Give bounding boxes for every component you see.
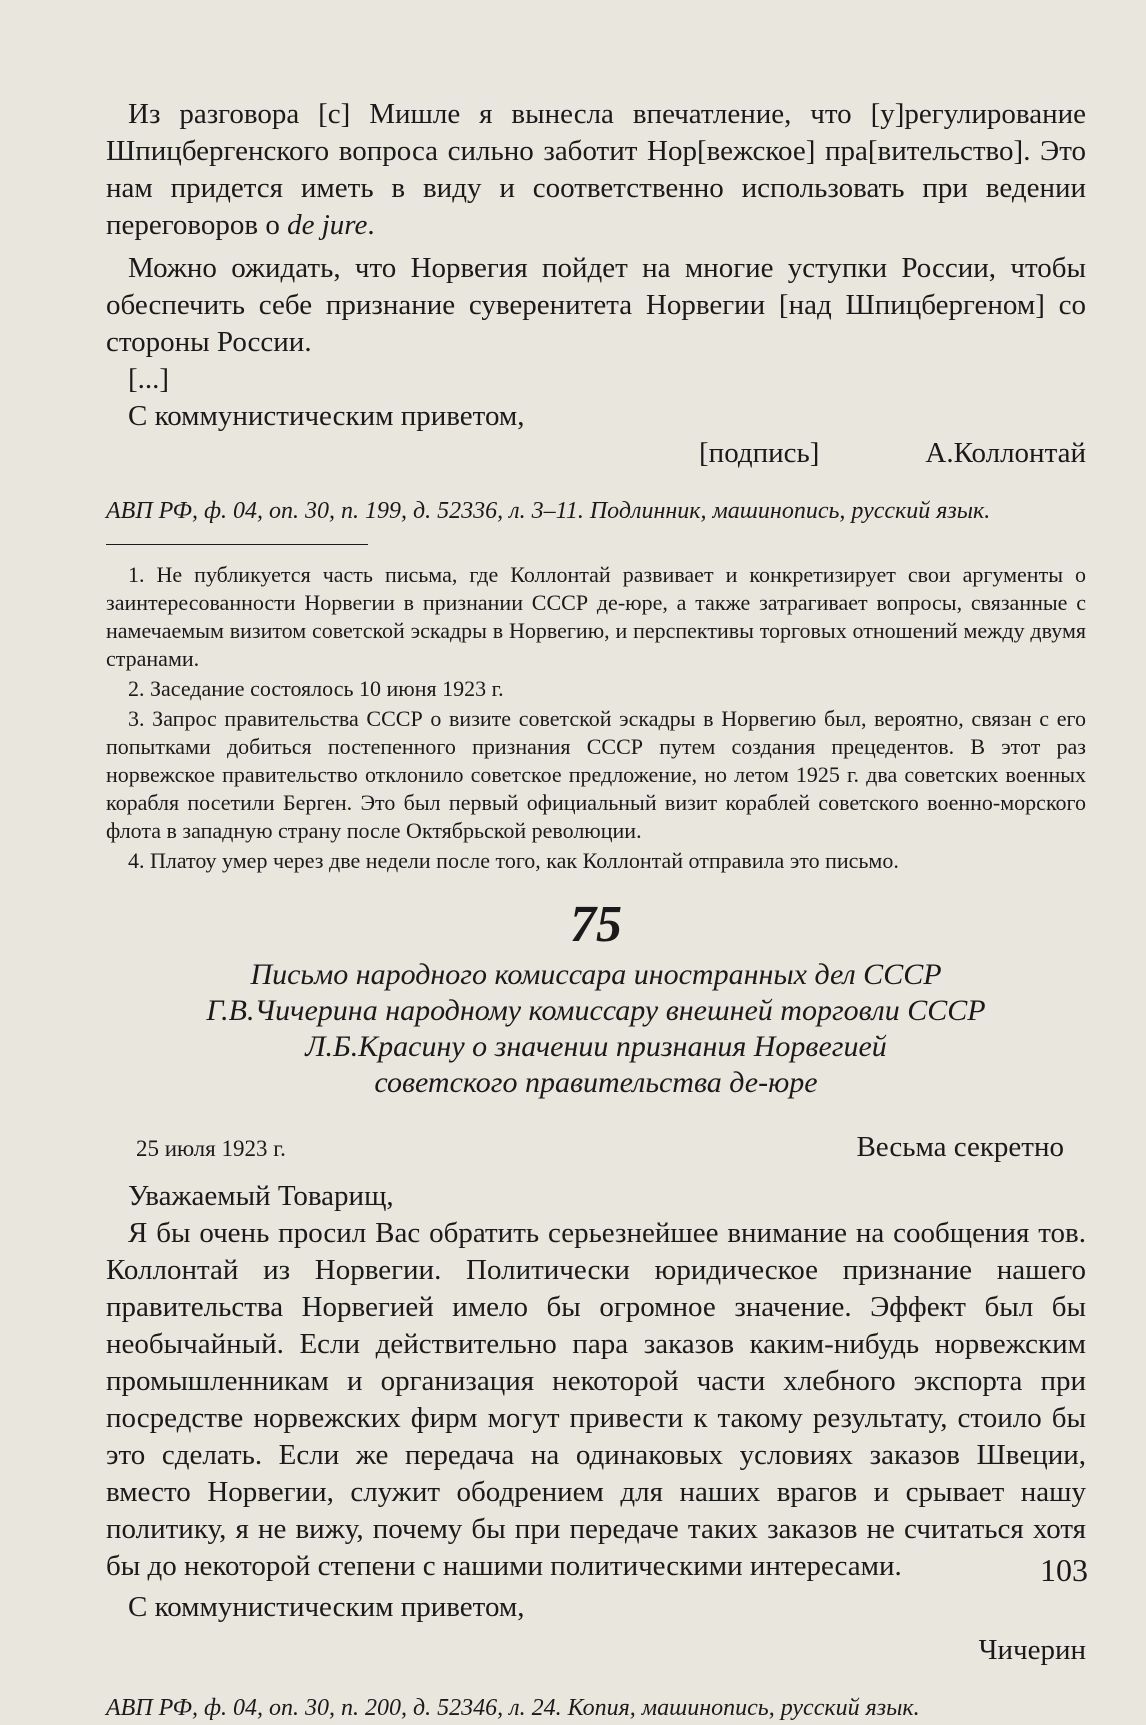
footnotes bbox=[106, 561, 1086, 875]
footnote-3: 3. Запрос правительства СССР о визите советской эскадры в Норвегию был, вероятно, связан с его попытками добиться постепенного признания СССР путем создания прецедентов. В этот раз норвежское правительство отклонило советское предложение, но летом 1925 г. два советских военных корабля посетили Берген. Это был первый официальный визит кораблей советского военно-морского флота в западную страну после Октябрьской революции. bbox=[106, 706, 1086, 843]
document-heading bbox=[106, 957, 1086, 1101]
letter1-signature-row bbox=[106, 435, 1086, 472]
salutation: Уважаемый Товарищ, bbox=[128, 1180, 394, 1212]
letter1-paragraph1 bbox=[106, 96, 1086, 244]
footnote-divider bbox=[106, 544, 368, 545]
signature-mark: [подпись] bbox=[699, 437, 820, 469]
footnote-4: 4. Платоу умер через две недели после того, как Коллонтай отправила это письмо. bbox=[128, 848, 899, 873]
de-jure-italic: de jure bbox=[287, 209, 368, 241]
heading-line-4: советского правительства де-юре bbox=[374, 1066, 818, 1099]
dateline bbox=[106, 1131, 1086, 1164]
page-number: 103 bbox=[1040, 1552, 1088, 1588]
letter1-paragraph2: Можно ожидать, что Норвегия пойдет на многие уступки России, чтобы обеспечить себе признание суверенитета Норвегии [над Шпицбергеном] со стороны России. bbox=[106, 252, 1086, 358]
letter2-signature: Чичерин bbox=[978, 1634, 1086, 1666]
footnote-2: 2. Заседание состоялось 10 июня 1923 г. bbox=[128, 676, 504, 701]
letter1-ellipsis: [...] bbox=[128, 363, 170, 395]
document-number: 75 bbox=[570, 896, 622, 953]
heading-line-2: Г.В.Чичерина народному комиссару внешней торговли СССР bbox=[206, 994, 986, 1027]
heading-line-3: Л.Б.Красину о значении признания Норвегией bbox=[305, 1030, 887, 1063]
signature-name: А.Коллонтай bbox=[925, 437, 1086, 469]
letter2-source-reference: АВП РФ, ф. 04, оп. 30, п. 200, д. 52346, л. 24. Копия, машинопись, русский язык. bbox=[106, 1695, 920, 1721]
paragraph1-end: . bbox=[367, 209, 375, 241]
letter2-body: Я бы очень просил Вас обратить серьезнейшее внимание на сообщения тов. Коллонтай из Норвегии. Политически юридическое признание нашего правительства Норвегией имело бы огромное значение. Эффект был бы необычайный. Если действительно пара заказов каким-нибудь норвежским промышленникам и организация некоторой части хлебного экспорта при посредстве норвежских фирм могут привести к такому результату, стоило бы это сделать. Если же передача на одинаковых условиях заказов Швеции, вместо Норвегии, служит ободрением для наших врагов и срывает нашу политику, я не вижу, почему бы при передаче таких заказов не считаться хотя бы до некоторой степени с нашими политическими интересами. bbox=[106, 1217, 1086, 1582]
letter2-closing: С коммунистическим приветом, bbox=[128, 1591, 525, 1623]
paragraph1-text: Из разговора [с] Мишле я вынесла впечатление, что [у]регулирование Шпицбергенского вопроса сильно заботит Нор[вежское] пра[вительство]. Это нам придется иметь в виду и соответственно использовать при ведении переговоров о bbox=[106, 98, 1086, 241]
heading-line-1: Письмо народного комиссара иностранных дел СССР bbox=[250, 958, 942, 991]
letter1-source-reference: АВП РФ, ф. 04, оп. 30, п. 199, д. 52336, л. 3–11. Подлинник, машинопись, русский язык. bbox=[106, 498, 991, 524]
document-date: 25 июля 1923 г. bbox=[136, 1136, 286, 1161]
classification-label: Весьма секретно bbox=[856, 1131, 1064, 1163]
footnote-1: 1. Не публикуется часть письма, где Коллонтай развивает и конкретизирует свои аргументы о заинтересованности Норвегии в признании СССР де-юре, а также затрагивает вопросы, связанные с намечаемым визитом советской эскадры в Норвегию, и перспективы торговых отношений между двумя странами. bbox=[106, 562, 1086, 671]
letter1-closing: С коммунистическим приветом, bbox=[128, 400, 525, 432]
